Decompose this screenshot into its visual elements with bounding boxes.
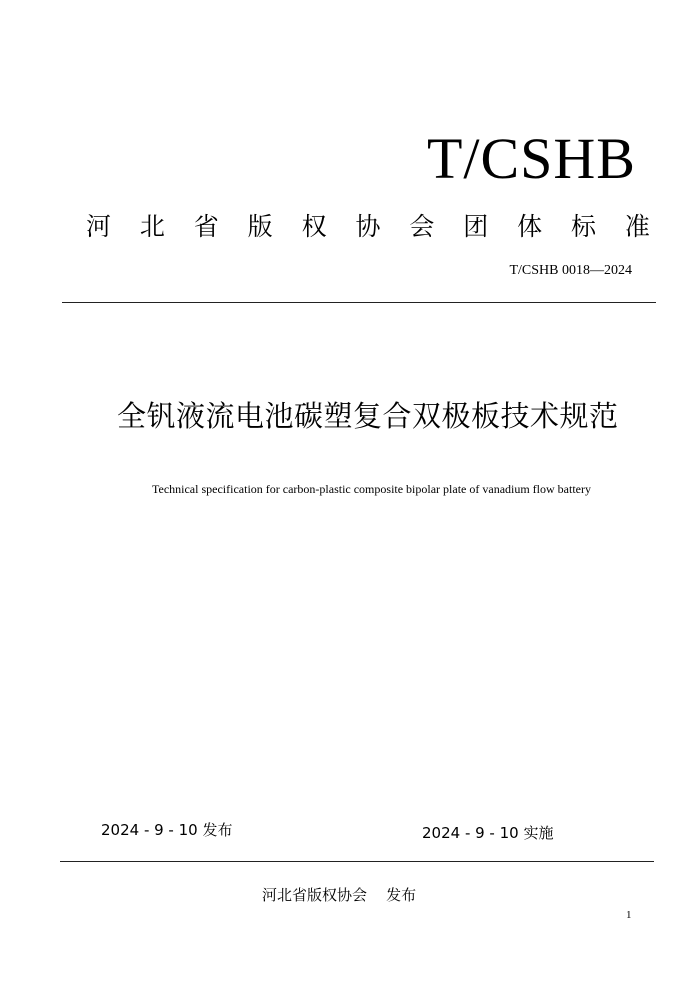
page-number: 1 bbox=[626, 909, 632, 921]
document-title-chinese: 全钒液流电池碳塑复合双极板技术规范 bbox=[117, 399, 619, 433]
org-char: 会 bbox=[409, 212, 435, 241]
bottom-divider bbox=[60, 861, 654, 862]
standard-number: T/CSHB 0018—2024 bbox=[509, 263, 632, 278]
org-char: 协 bbox=[355, 212, 381, 241]
org-char: 省 bbox=[193, 212, 219, 241]
org-char: 团 bbox=[463, 212, 489, 241]
org-char: 体 bbox=[517, 212, 543, 241]
standard-code-logo: T/CSHB bbox=[426, 126, 636, 191]
org-char: 河 bbox=[86, 212, 112, 241]
org-char: 标 bbox=[571, 212, 597, 241]
org-char: 准 bbox=[624, 212, 650, 241]
org-char: 权 bbox=[301, 212, 327, 241]
issue-date: 2024 - 9 - 10 发布 bbox=[101, 821, 233, 839]
top-divider bbox=[62, 302, 656, 303]
org-char: 北 bbox=[139, 212, 165, 241]
document-title-english: Technical specification for carbon-plastic composite bipolar plate of vanadium flow battery bbox=[152, 482, 591, 496]
organization-title bbox=[86, 208, 650, 246]
org-char: 版 bbox=[247, 212, 273, 241]
implementation-date: 2024 - 9 - 10 实施 bbox=[422, 824, 554, 842]
publisher-line: 河北省版权协会 发布 bbox=[262, 886, 417, 904]
